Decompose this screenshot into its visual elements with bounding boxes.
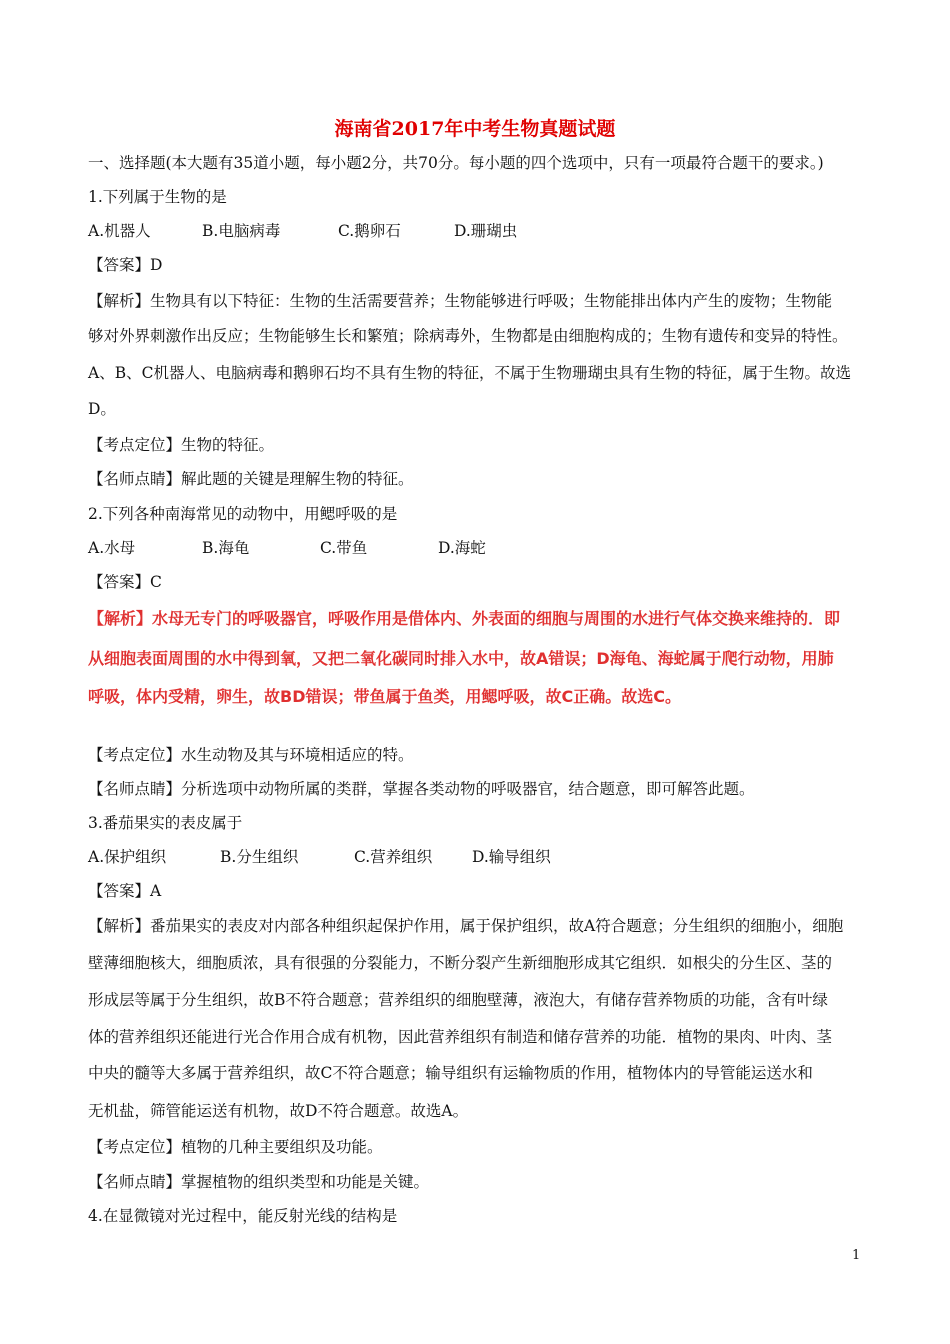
option-d: D.珊瑚虫 [454, 222, 518, 240]
question-1-analysis-line: D。 [88, 400, 116, 418]
question-3-analysis-line: 壁薄细胞核大，细胞质浓，具有很强的分裂能力，不断分裂产生新细胞形成其它组织．如根尖的分生区、茎的 [88, 954, 833, 972]
option-a: A.机器人 [88, 222, 151, 240]
question-2-analysis-line: 从细胞表面周围的水中得到氧，又把二氧化碳同时排入水中，故A错误；D海龟、海蛇属于爬行动物，用肺 [88, 649, 834, 668]
question-3-analysis-line: 中央的髓等大多属于营养组织，故C不符合题意；输导组织有运输物质的作用，植物体内的导管能运送水和 [88, 1064, 813, 1082]
question-1-analysis-line: A、B、C机器人、电脑病毒和鹅卵石均不具有生物的特征，不属于生物珊瑚虫具有生物的特征，属于生物。故选 [88, 364, 851, 382]
question-1-analysis-line: 【解析】生物具有以下特征：生物的生活需要营养；生物能够进行呼吸；生物能排出体内产生的废物；生物能 [88, 292, 833, 310]
question-4-stem: 4.在显微镜对光过程中，能反射光线的结构是 [88, 1207, 398, 1225]
question-1-stem: 1.下列属于生物的是 [88, 188, 227, 206]
option-b: B.海龟 [202, 539, 250, 557]
page-number: 1 [852, 1248, 861, 1263]
question-2-analysis-line: 【解析】水母无专门的呼吸器官，呼吸作用是借体内、外表面的细胞与周围的水进行气体交换来维持的．即 [88, 609, 841, 628]
question-3-analysis-line: 无机盐，筛管能运送有机物，故D不符合题意。故选A。 [88, 1102, 469, 1120]
question-2-point: 【考点定位】水生动物及其与环境相适应的特。 [88, 746, 414, 764]
section-heading: 一、选择题(本大题有35道小题，每小题2分，共70分。每小题的四个选项中，只有一项最符合题干的要求。) [88, 154, 824, 172]
question-1-point: 【考点定位】生物的特征。 [88, 436, 275, 454]
option-c: C.带鱼 [320, 539, 368, 557]
question-3-analysis-line: 体的营养组织还能进行光合作用合成有机物，因此营养组织有制造和储存营养的功能．植物的果肉、叶肉、茎 [88, 1028, 833, 1046]
question-1-analysis-line: 够对外界刺激作出反应；生物能够生长和繁殖；除病毒外，生物都是由细胞构成的；生物有遗传和变异的特性。 [88, 327, 848, 345]
question-1-tip: 【名师点睛】解此题的关键是理解生物的特征。 [88, 470, 414, 488]
option-a: A.水母 [88, 539, 136, 557]
page-title: 海南省2017年中考生物真题试题 [334, 118, 616, 140]
question-3-analysis-line: 形成层等属于分生组织，故B不符合题意；营养组织的细胞壁薄，液泡大，有储存营养物质的功能，含有叶绿 [88, 991, 828, 1009]
option-d: D.输导组织 [472, 848, 551, 866]
question-2-analysis-line: 呼吸，体内受精，卵生，故BD错误；带鱼属于鱼类，用鳃呼吸，故C正确。故选C。 [88, 687, 681, 706]
question-1-answer: 【答案】D [88, 256, 163, 274]
option-a: A.保护组织 [88, 848, 167, 866]
question-3-answer: 【答案】A [88, 882, 162, 900]
question-2-tip: 【名师点睛】分析选项中动物所属的类群，掌握各类动物的呼吸器官，结合题意，即可解答此题。 [88, 780, 755, 798]
question-3-point: 【考点定位】植物的几种主要组织及功能。 [88, 1138, 383, 1156]
question-3-tip: 【名师点睛】掌握植物的组织类型和功能是关键。 [88, 1173, 430, 1191]
option-b: B.电脑病毒 [202, 222, 281, 240]
option-b: B.分生组织 [220, 848, 299, 866]
question-2-answer: 【答案】C [88, 573, 162, 591]
question-2-stem: 2.下列各种南海常见的动物中，用鳃呼吸的是 [88, 505, 398, 523]
option-d: D.海蛇 [438, 539, 486, 557]
option-c: C.营养组织 [354, 848, 433, 866]
question-3-stem: 3.番茄果实的表皮属于 [88, 814, 243, 832]
option-c: C.鹅卵石 [338, 222, 401, 240]
question-3-analysis-line: 【解析】番茄果实的表皮对内部各种组织起保护作用，属于保护组织，故A符合题意；分生组织的细胞小，细胞 [88, 917, 844, 935]
